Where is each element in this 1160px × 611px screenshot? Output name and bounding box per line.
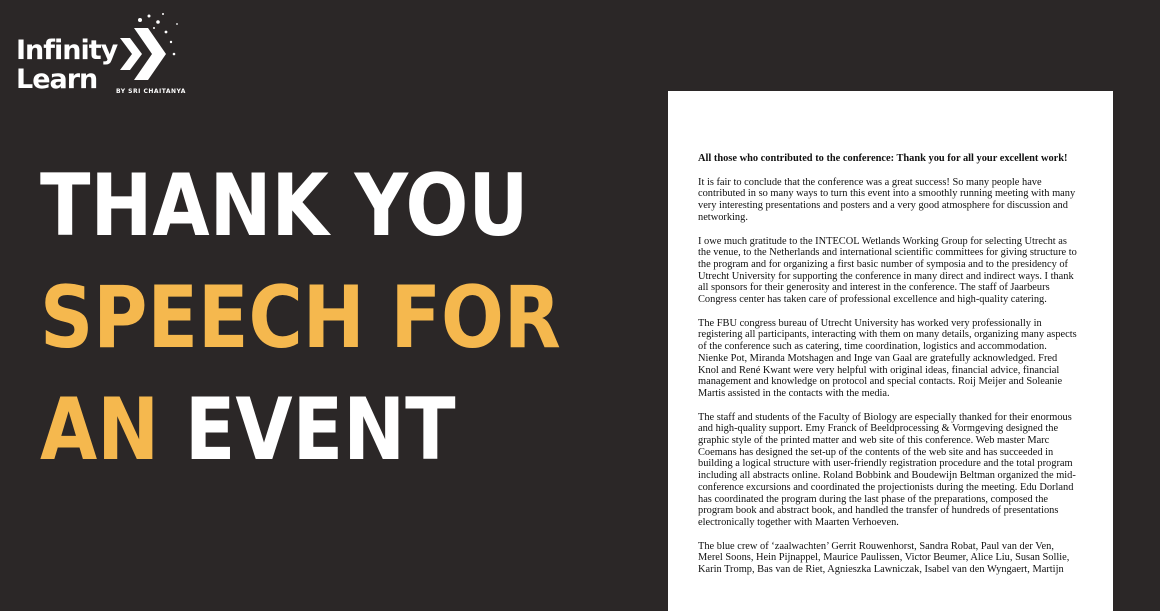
document-paragraph: The staff and students of the Faculty of Biology are especially thanked for their enormous and high-quality support. Emy Franck of Beeldprocessing & Vormgeving designed the graphic style of the printed matter and web site of this conference. Web master Marc Coemans has designed the set-up of the contents of the web site and has succeeded in building a logical structure with user-friendly registration procedure and the total program including all abstracts online. Roland Bobbink and Boudewijn Beltman organized the mid-conference excursions and coordinated the projectionists during the meeting. Edu Dorland has coordinated the program during the last phase of the preparations, composed the program book and abstract book, and handled the transfer of hundreds of presentations electronically together with Maarten Verhoeven. [698,411,1076,528]
speech-document [668,91,1113,611]
title-line-3 [40,374,556,486]
title-line-2: SPEECH FOR [40,268,561,368]
document-body [698,153,1078,588]
brand-name-line1: Infinity [16,35,118,66]
title-word-an: AN [40,380,160,480]
document-paragraph: It is fair to conclude that the conference was a great success! So many people have contributed in so many ways to turn this event into a smoothly running meeting with many very interesting presentations and posters and a very good atmosphere for discussion and networking. [698,176,1076,223]
document-heading: All those who contributed to the conference: Thank you for all your excellent work! [698,153,1068,164]
brand-name-line2: Learn [16,64,98,95]
title-line-1: THANK YOU [40,156,529,256]
document-paragraph: I owe much gratitude to the INTECOL Wetlands Working Group for selecting Utrecht as the venue, to the Netherlands and international scientific committees for giving structure to the program and for organizing a first basic number of symposia and to the presidency of Utrecht University for supporting the conference in many direct and indirect ways. I thank all sponsors for their generosity and interest in the conference. The staff of Jaarbeurs Congress center has taken care of professional excellence and high-quality catering. [698,235,1077,306]
document-paragraph: The FBU congress bureau of Utrecht University has worked very professionally in registering all participants, interacting with them on many details, organizing many aspects of the conference such as catering, time coordination, logistics and accommodation. Nienke Pot, Miranda Motshagen and Inge van Gaal are gratefully acknowledged. Fred Knol and René Kwant were very helpful with original ideas, financial advice, financial management and knowledge on protocol and special contacts. Roij Meijer and Soleanie Martis assisted in the contacts with the media. [698,317,1077,399]
document-paragraph: The blue crew of ‘zaalwachten’ Gerrit Rouwenhorst, Sandra Robat, Paul van der Ven, Merel Soons, Hein Pijnappel, Maurice Paulissen, Victor Beumer, Alice Liu, Susan Sollie, Karin Tromp, Bas van de Riet, Agnieszka Lawniczak, Isabel van den Wyngaert, Martijn [698,540,1070,576]
brand-tagline: BY SRI CHAITANYA [116,88,186,95]
title-word-event: EVENT [184,380,456,480]
brand-logo [16,10,186,105]
page-title [40,150,640,486]
